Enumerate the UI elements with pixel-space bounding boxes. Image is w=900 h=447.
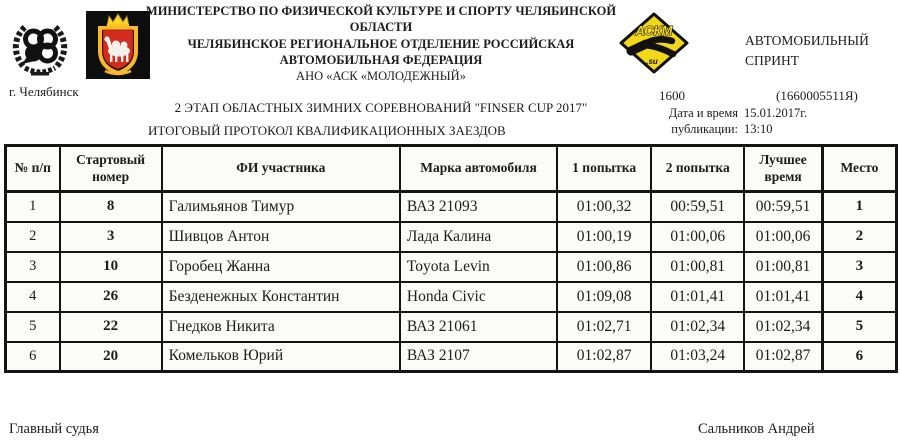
publication-label-line2: публикации:: [671, 122, 738, 137]
row-number-cell: 1: [6, 192, 60, 222]
start-number-cell: 26: [60, 282, 162, 312]
chelyabinsk-coat-of-arms-icon: [86, 11, 150, 79]
table-row: [6, 312, 897, 342]
publication-label: [636, 105, 738, 138]
column-header: ФИ участника: [162, 146, 400, 192]
class-id: (1660005511Я): [776, 88, 858, 103]
place-cell: 5: [822, 312, 896, 342]
row-number-cell: 2: [6, 222, 60, 252]
attempt2-time-cell: 01:02,34: [651, 312, 744, 342]
car-brand-cell: ВАЗ 21061: [400, 312, 557, 342]
attempt2-time-cell: 01:01,41: [651, 282, 744, 312]
attempt1-time-cell: 01:00,19: [557, 222, 651, 252]
start-number-cell: 20: [60, 342, 162, 372]
attempt2-time-cell: 00:59,51: [651, 192, 744, 222]
askm-logo-domain: .su: [646, 57, 658, 66]
start-number-cell: 10: [60, 252, 162, 282]
table-row: [6, 342, 897, 372]
column-header: Марка автомобиля: [400, 146, 557, 192]
car-brand-cell: Honda Civic: [400, 282, 557, 312]
organization-line: АНО «АСК «МОЛОДЕЖНЫЙ»: [296, 69, 466, 83]
results-table-body: [6, 192, 897, 372]
table-row: [6, 222, 897, 252]
chief-judge-label: Главный судья: [9, 421, 99, 437]
row-number-cell: 3: [6, 252, 60, 282]
row-number-cell: 6: [6, 342, 60, 372]
attempt2-time-cell: 01:00,06: [651, 222, 744, 252]
table-row: [6, 192, 897, 222]
protocol-title: ИТОГОВЫЙ ПРОТОКОЛ КВАЛИФИКАЦИОННЫХ ЗАЕЗДОВ: [148, 123, 506, 138]
publication-time: 13:10: [744, 122, 773, 137]
ministry-title: МИНИСТЕРСТВО ПО ФИЗИЧЕСКОЙ КУЛЬТУРЕ И СПОРТУ ЧЕЛЯБИНСКОЙ ОБЛАСТИ: [145, 4, 617, 34]
table-row: [6, 252, 897, 282]
attempt2-time-cell: 01:03,24: [651, 342, 744, 372]
results-header-row: [6, 146, 897, 192]
attempt2-time-cell: 01:00,81: [651, 252, 744, 282]
federation-title: ЧЕЛЯБИНСКОЕ РЕГИОНАЛЬНОЕ ОТДЕЛЕНИЕ РОССИЙСКАЯ АВТОМОБИЛЬНАЯ ФЕДЕРАЦИЯ: [187, 37, 575, 67]
participant-name-cell: Галимьянов Тимур: [162, 192, 400, 222]
attempt1-time-cell: 01:00,86: [557, 252, 651, 282]
raf-emblem-icon: [10, 16, 70, 78]
place-cell: 1: [822, 192, 896, 222]
attempt1-time-cell: 01:09,08: [557, 282, 651, 312]
row-number-cell: 5: [6, 312, 60, 342]
column-header: Место: [822, 146, 896, 192]
askm-logo-text: АСКМ: [635, 23, 673, 38]
best-time-cell: 01:00,81: [744, 252, 822, 282]
participant-name-cell: Гнедков Никита: [162, 312, 400, 342]
best-time-cell: 01:01,41: [744, 282, 822, 312]
place-cell: 4: [822, 282, 896, 312]
city-label: г. Челябинск: [9, 84, 79, 99]
start-number-cell: 3: [60, 222, 162, 252]
best-time-cell: 00:59,51: [744, 192, 822, 222]
participant-name-cell: Шивцов Антон: [162, 222, 400, 252]
best-time-cell: 01:00,06: [744, 222, 822, 252]
event-title: 2 ЭТАП ОБЛАСТНЫХ ЗИМНИХ СОРЕВНОВАНИЙ "FINSER CUP 2017": [174, 100, 588, 115]
column-header: 2 попытка: [651, 146, 744, 192]
car-brand-cell: ВАЗ 2107: [400, 342, 557, 372]
attempt1-time-cell: 01:02,87: [557, 342, 651, 372]
column-header: 1 попытка: [557, 146, 651, 192]
chief-judge-name: Сальников Андрей: [698, 421, 815, 437]
column-header: Стартовый номер: [60, 146, 162, 192]
results-table: [4, 144, 898, 373]
attempt1-time-cell: 01:02,71: [557, 312, 651, 342]
attempt1-time-cell: 01:00,32: [557, 192, 651, 222]
publication-values: [744, 105, 807, 138]
column-header: № п/п: [6, 146, 60, 192]
best-time-cell: 01:02,34: [744, 312, 822, 342]
class-code: 1600: [659, 88, 685, 103]
column-header: Лучшее время: [744, 146, 822, 192]
row-number-cell: 4: [6, 282, 60, 312]
participant-name-cell: Безденежных Константин: [162, 282, 400, 312]
start-number-cell: 8: [60, 192, 162, 222]
place-cell: 6: [822, 342, 896, 372]
participant-name-cell: Комельков Юрий: [162, 342, 400, 372]
participant-name-cell: Горобец Жанна: [162, 252, 400, 282]
car-brand-cell: ВАЗ 21093: [400, 192, 557, 222]
start-number-cell: 22: [60, 312, 162, 342]
place-cell: 2: [822, 222, 896, 252]
car-brand-cell: Toyota Levin: [400, 252, 557, 282]
car-brand-cell: Лада Калина: [400, 222, 557, 252]
publication-date: 15.01.2017г.: [744, 106, 808, 120]
best-time-cell: 01:02,87: [744, 342, 822, 372]
table-row: [6, 282, 897, 312]
askm-logo-icon: [618, 12, 690, 74]
publication-label-line1: Дата и время: [668, 106, 738, 120]
place-cell: 3: [822, 252, 896, 282]
discipline-label: АВТОМОБИЛЬНЫЙ СПРИНТ: [745, 33, 869, 68]
